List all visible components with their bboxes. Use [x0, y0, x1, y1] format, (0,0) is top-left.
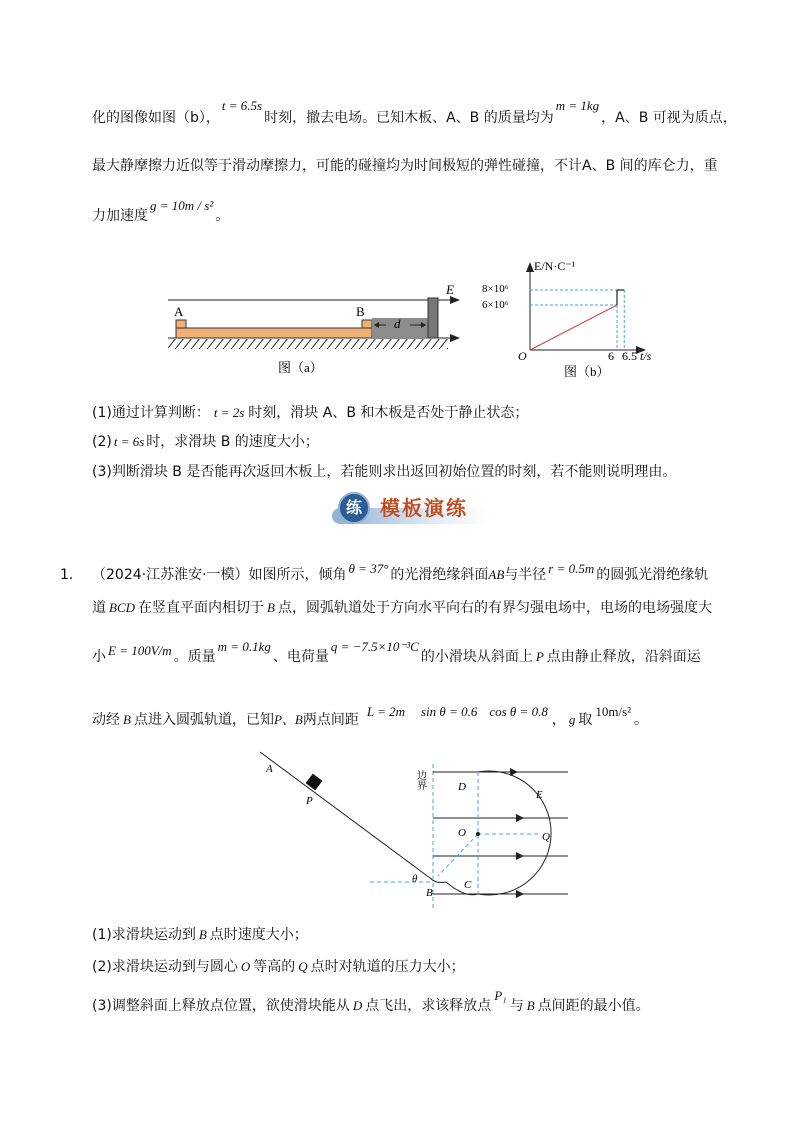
tick-y-6e6: 6×10⁶: [482, 299, 509, 311]
problem-1-question-3: (3)调整斜面上释放点位置，欲使滑块能从 D 点飞出，求该释放点P₁与 B 点间距的最小值。: [92, 988, 650, 1014]
label-Q: Q: [542, 831, 550, 843]
intro-line-1: 化的图像如图（b），t = 6.5s时刻，撤去电场。已知木板、A、B 的质量均为m = 1kg，A、B 可视为质点，: [92, 98, 737, 126]
label-O: O: [458, 827, 466, 839]
label-A: A: [174, 304, 184, 319]
problem-1-question-1: (1)求滑块运动到 B 点时速度大小；: [92, 927, 308, 943]
formula-t: t = 6.5s: [221, 98, 263, 113]
intro-line-2: 最大静摩擦力近似等于滑动摩擦力，可能的碰撞均为时间极短的弹性碰撞，不计A、B 间的库仑力，重: [92, 158, 718, 174]
question-3: (3)判断滑块 B 是否能再次返回木板上，若能则求出返回初始位置的时刻，若不能则说明理由。: [92, 464, 677, 480]
label-boundary: 边界: [414, 770, 426, 790]
figure-a: [160, 278, 470, 378]
block-B: [362, 320, 372, 328]
plank: [176, 328, 372, 338]
incline-AB: [260, 752, 430, 878]
fig-b-xlabel: t/s: [640, 349, 652, 363]
question-1: (1)通过计算判断： t = 2s 时刻，滑块 A、B 和木板是否处于静止状态；: [92, 405, 529, 421]
label-B: B: [426, 887, 433, 899]
fig-b-origin: O: [518, 349, 527, 363]
tick-x-6: 6: [608, 349, 614, 363]
formula-m: m = 1kg: [555, 98, 600, 113]
problem-1-line-2: 道 BCD 在竖直平面内相切于 B 点，圆弧轨道处于方向水平向右的有界匀强电场中，电场的电场强度大: [92, 600, 712, 616]
label-A: A: [266, 763, 273, 775]
problem-1-question-2: (2)求滑块运动到与圆心 O 等高的 Q 点时对轨道的压力大小；: [92, 959, 465, 975]
label-E: E: [536, 789, 543, 801]
problem-1-line-4: 动经 B 点进入圆弧轨道，已知P、B两点间距L = 2m sin θ = 0.6 cos θ = 0.8， g 取10m/s²。: [92, 704, 649, 728]
problem-1-line-1: 1． （2024·江苏淮安·一模）如图所示，倾角 θ = 37° 的光滑绝缘斜面AB与半径 r = 0.5m 的圆弧光滑绝缘轨: [60, 561, 709, 583]
label-D: D: [458, 781, 466, 793]
fig-b-ylabel: E/N·C⁻¹: [534, 259, 576, 273]
label-C: C: [464, 879, 472, 891]
section-banner: [332, 488, 492, 528]
problem-1-line-3: 小 E = 100V/m 。质量m = 0.1kg、电荷量q = −7.5×10⁻³C的小滑块从斜面上 P 点由静止释放，沿斜面运: [92, 639, 701, 665]
label-B: B: [356, 304, 365, 319]
caption-a: 图（a）: [278, 360, 323, 375]
formula-g: g = 10m / s²: [150, 198, 214, 213]
caption-b: 图（b）: [564, 364, 610, 379]
block-A: [176, 320, 186, 328]
wall: [428, 298, 438, 338]
figure-track: [250, 748, 580, 908]
question-2: (2) t = 6s 时，求滑块 B 的速度大小；: [92, 434, 319, 450]
label-E: E: [446, 282, 454, 297]
figure-b: [478, 256, 698, 382]
label-d: d: [394, 316, 401, 331]
series-segment-0: [530, 305, 617, 350]
center-O: [476, 832, 480, 836]
label-theta: θ: [412, 873, 418, 885]
tick-y-8e6: 8×10⁶: [482, 283, 509, 295]
intro-line-3: 力加速度g = 10m / s²。: [92, 198, 230, 224]
banner-title: 模板演练: [380, 496, 468, 520]
tick-x-6.5: 6.5: [622, 349, 637, 363]
label-P: P: [306, 795, 313, 807]
banner-badge-icon: 练: [338, 492, 370, 524]
